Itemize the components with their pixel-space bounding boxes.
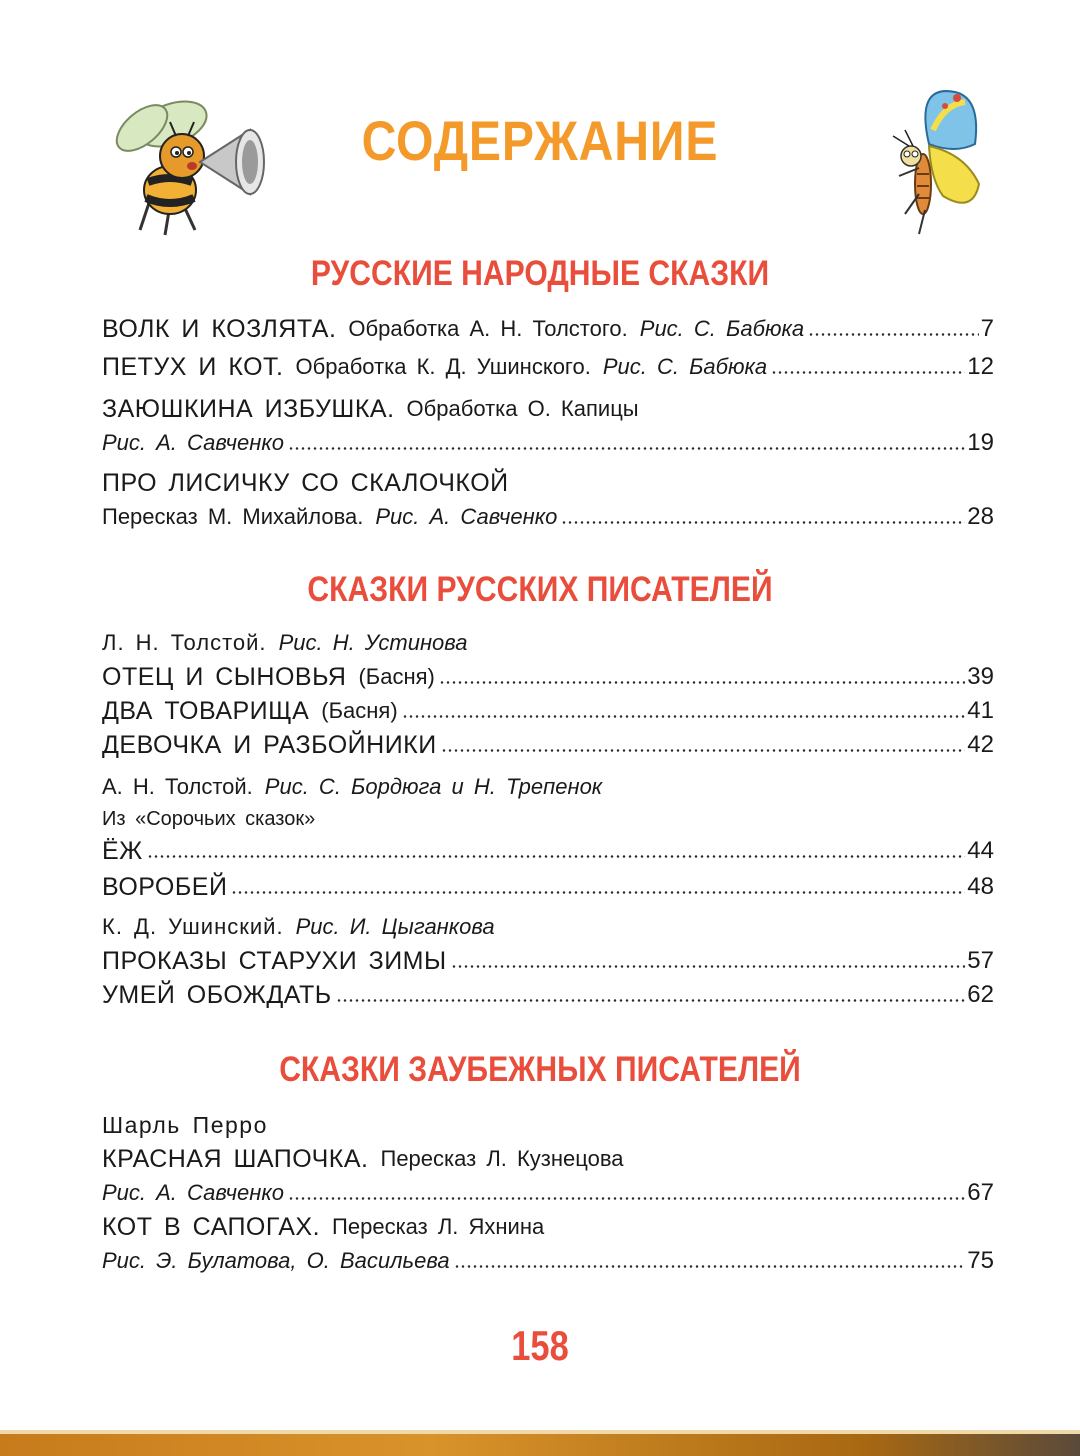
entry-page: 75 bbox=[967, 1247, 994, 1274]
entry-adaptation: Обработка К. Д. Ушинского. bbox=[295, 354, 591, 379]
dot-leader bbox=[771, 371, 965, 374]
entry-title: ДЕВОЧКА И РАЗБОЙНИКИ bbox=[102, 731, 437, 759]
dot-leader bbox=[439, 681, 965, 684]
toc-author bbox=[102, 908, 994, 942]
toc-entry[interactable] bbox=[102, 1140, 994, 1174]
entry-illustrator: Рис. А. Савченко bbox=[102, 430, 285, 455]
dot-leader bbox=[808, 333, 979, 336]
entry-title: ЗАЮШКИНА ИЗБУШКА. bbox=[102, 395, 395, 423]
entry-title: ЁЖ bbox=[102, 837, 143, 865]
toc-entry[interactable] bbox=[102, 976, 994, 1010]
entry-page: 62 bbox=[967, 981, 994, 1008]
entry-title: ПЕТУХ И КОТ. bbox=[102, 353, 284, 381]
toc-entry[interactable] bbox=[102, 832, 994, 866]
author-name: Шарль Перро bbox=[102, 1112, 268, 1138]
entry-adaptation: Пересказ Л. Кузнецова bbox=[380, 1146, 624, 1171]
dot-leader bbox=[231, 891, 965, 894]
author-name: Л. Н. Толстой. bbox=[102, 630, 267, 655]
toc-entry[interactable] bbox=[102, 692, 994, 726]
entry-illustrator: Рис. С. Бабюка bbox=[602, 354, 768, 379]
dot-leader bbox=[288, 447, 965, 450]
entry-title: КОТ В САПОГАХ. bbox=[102, 1213, 321, 1241]
page-number: 158 bbox=[511, 1322, 569, 1369]
bottom-border-strip bbox=[0, 1430, 1080, 1456]
collection-note: Из «Сорочьих сказок» bbox=[102, 808, 316, 830]
toc-entry[interactable] bbox=[102, 942, 994, 976]
entry-note: (Басня) bbox=[358, 664, 435, 689]
toc-author bbox=[102, 624, 994, 658]
dot-leader bbox=[147, 855, 966, 858]
toc-entry[interactable] bbox=[102, 1242, 994, 1276]
entry-adaptation: Пересказ М. Михайлова. bbox=[102, 504, 364, 529]
entry-page: 57 bbox=[967, 947, 994, 974]
dot-leader bbox=[454, 1265, 966, 1268]
entry-page: 67 bbox=[967, 1179, 994, 1206]
entry-illustrator: Рис. А. Савченко bbox=[102, 1180, 285, 1205]
entry-illustrator: Рис. И. Цыганкова bbox=[295, 914, 495, 939]
entry-page: 7 bbox=[980, 315, 994, 342]
toc-entry[interactable] bbox=[102, 390, 994, 424]
entry-page: 19 bbox=[967, 429, 994, 456]
entry-illustrator: Рис. Н. Устинова bbox=[278, 630, 468, 655]
entry-page: 39 bbox=[967, 663, 994, 690]
entry-title: ПРОКАЗЫ СТАРУХИ ЗИМЫ bbox=[102, 947, 447, 975]
entry-title: ПРО ЛИСИЧКУ СО СКАЛОЧКОЙ bbox=[102, 469, 509, 497]
entry-page: 48 bbox=[967, 873, 994, 900]
toc-entry[interactable] bbox=[102, 658, 994, 692]
toc-author bbox=[102, 768, 994, 802]
dot-leader bbox=[336, 999, 966, 1002]
toc-entry[interactable] bbox=[102, 424, 994, 458]
entry-page: 12 bbox=[967, 353, 994, 380]
toc-subheading bbox=[102, 800, 994, 834]
entry-illustrator: Рис. А. Савченко bbox=[375, 504, 558, 529]
entry-title: ВОЛК И КОЗЛЯТА. bbox=[102, 315, 337, 343]
dot-leader bbox=[288, 1197, 965, 1200]
entry-adaptation: Пересказ Л. Яхнина bbox=[332, 1214, 545, 1239]
dot-leader bbox=[402, 715, 966, 718]
section-heading-folk-tales: РУССКИЕ НАРОДНЫЕ СКАЗКИ bbox=[310, 254, 770, 293]
toc-entry[interactable] bbox=[102, 498, 994, 532]
entry-title: ДВА ТОВАРИЩА bbox=[102, 697, 310, 725]
entry-adaptation: Обработка А. Н. Толстого. bbox=[348, 316, 628, 341]
entry-page: 41 bbox=[967, 697, 994, 724]
dot-leader bbox=[441, 749, 966, 752]
entry-page: 28 bbox=[967, 503, 994, 530]
toc-entry[interactable] bbox=[102, 464, 994, 498]
toc-entry[interactable] bbox=[102, 348, 994, 382]
author-name: А. Н. Толстой. bbox=[102, 774, 253, 799]
toc-entry[interactable] bbox=[102, 726, 994, 760]
entry-note: (Басня) bbox=[321, 698, 398, 723]
entry-illustrator: Рис. С. Бордюга и Н. Трепенок bbox=[264, 774, 603, 799]
dot-leader bbox=[561, 521, 965, 524]
toc-entry[interactable] bbox=[102, 1174, 994, 1208]
entry-illustrator: Рис. С. Бабюка bbox=[639, 316, 805, 341]
entry-illustrator: Рис. Э. Булатова, О. Васильева bbox=[102, 1248, 450, 1273]
entry-title: ОТЕЦ И СЫНОВЬЯ bbox=[102, 663, 347, 691]
author-name: К. Д. Ушинский. bbox=[102, 914, 284, 939]
toc-entry[interactable] bbox=[102, 310, 994, 344]
dot-leader bbox=[451, 965, 966, 968]
toc-entry[interactable] bbox=[102, 1208, 994, 1242]
entry-adaptation: Обработка О. Капицы bbox=[406, 396, 639, 421]
entry-title: КРАСНАЯ ШАПОЧКА. bbox=[102, 1145, 369, 1173]
toc-entry[interactable] bbox=[102, 868, 994, 902]
entry-title: ВОРОБЕЙ bbox=[102, 873, 228, 901]
entry-page: 44 bbox=[967, 837, 994, 864]
section-heading-foreign-writers: СКАЗКИ ЗАУБЕЖНЫХ ПИСАТЕЛЕЙ bbox=[279, 1050, 801, 1089]
entry-title: УМЕЙ ОБОЖДАТЬ bbox=[102, 981, 332, 1009]
toc-author bbox=[102, 1106, 994, 1140]
section-heading-russian-writers: СКАЗКИ РУССКИХ ПИСАТЕЛЕЙ bbox=[307, 570, 773, 609]
page-title: СОДЕРЖАНИЕ bbox=[361, 109, 719, 172]
entry-page: 42 bbox=[967, 731, 994, 758]
